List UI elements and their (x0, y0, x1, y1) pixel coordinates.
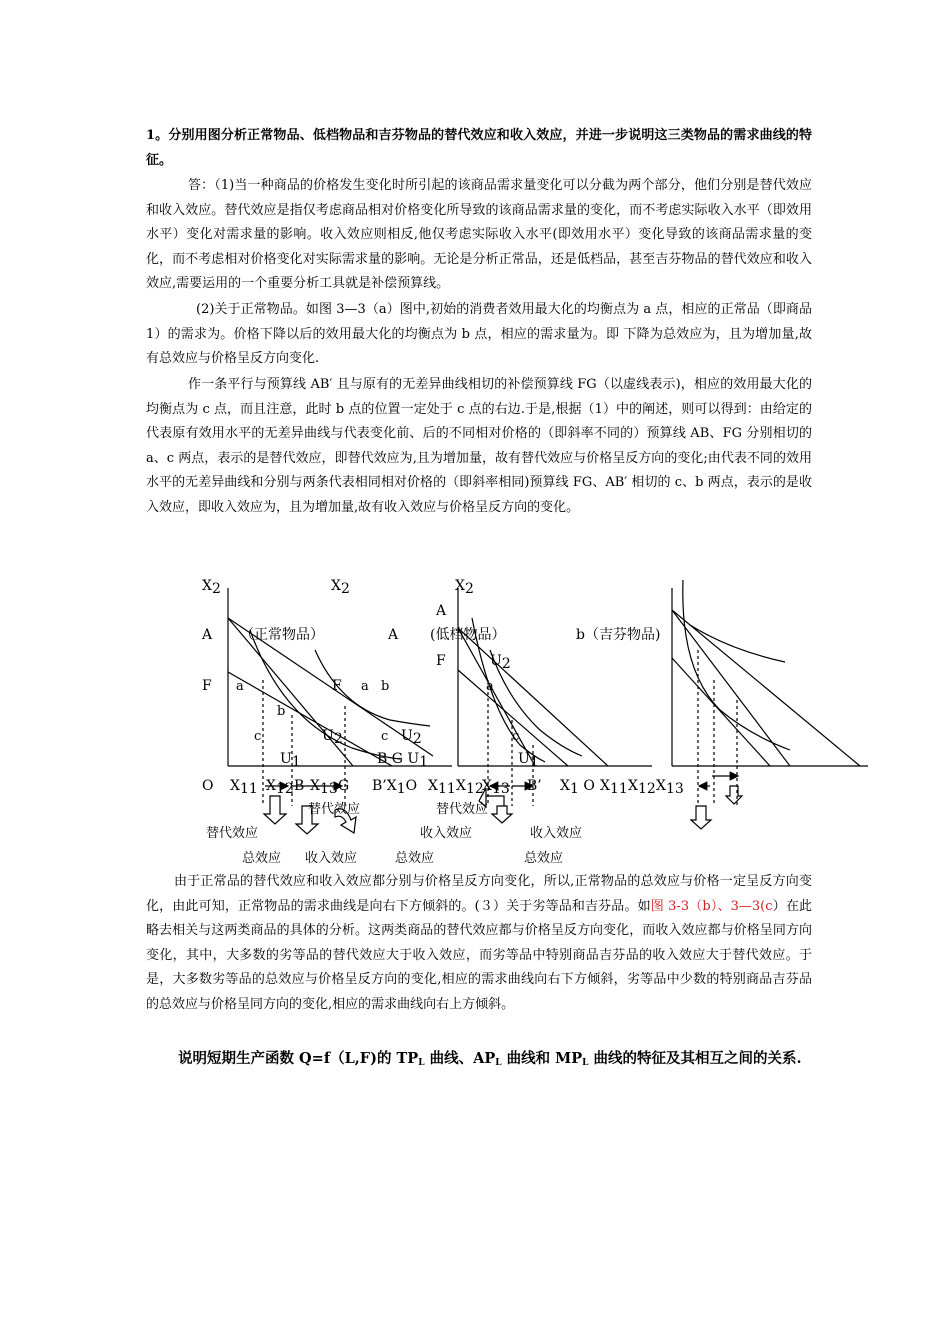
answer-paragraph-1: 答：（1)当一种商品的价格发生变化时所引起的该商品需求量变化可以分截为两个部分，他们分别是替代效应和收入效应。替代效应是指仅考虑商品相对价格变化所导致的该商品需求量的变化，而不考虑实际收入水平（即效用水平）变化对需求量的影响。收入效应则相反,他仅考虑实际收入水平(即效用水平）变化导致的该商品需求量的变化，而不考虑相对价格变化对实际需求量的影响。无论是分析正常品，还是低档品，甚至吉芬物品的替代效应和收入效应,需要运用的一个重要分析工具就是补偿预算线。 (146, 178, 812, 291)
label-G-a: G (338, 778, 350, 794)
label-income-effect-2: 收入效应 (530, 826, 583, 841)
label-F-a: F (202, 678, 212, 694)
label-c-b: c (512, 729, 520, 744)
label-total-effect-3: 总效应 (524, 851, 564, 866)
label-b-mid: b (381, 679, 390, 694)
answer-paragraph-2: (2)关于正常物品。如图 3—3（a）图中,初始的消费者效用最大化的均衡点为 a 点，相应的正常品（即商品 1）的需求为。价格下降以后的效用最大化的均衡点为 b 点，相应的需求量为。即 下降为总效应为，且为增加量,故有总效应与价格呈反方向变化. (146, 302, 812, 366)
label-substitution-effect-1: 替代效应 (308, 802, 361, 817)
answer-paragraph-4-part-b: ）在此略去相关与这两类商品的具体的分析。这两类商品的替代效应都与价格呈反方向变化，而收入效应都与价格呈同方向变化，其中，大多数的劣等品的替代效应大于收入效应，而劣等品中特别商品吉芬品的收入效应大于替代效应。于是，大多数劣等品的总效应与价格呈反方向的变化,相应的需求曲线向右下方倾斜，劣等品中少数的特别商品吉芬品的总效应与价格呈同方向的变化,相应的需求曲线向右上方倾斜。 (146, 898, 812, 1012)
label-a-mid: a (361, 679, 369, 694)
label-X1-O: X1 O (560, 778, 595, 797)
label-a-b: a (486, 679, 494, 694)
label-x12-a: X12 (266, 778, 294, 797)
figure-reference-link: 图 3-3（b）、3—3(c (650, 898, 773, 914)
label-x11-c: X11 (600, 778, 628, 797)
label-A-mid: A (388, 627, 399, 643)
ap-subscript: L (495, 1058, 502, 1068)
label-normal-goods: （正常物品） (240, 627, 324, 643)
label-b-a: b (277, 704, 286, 719)
label-U1-b: U1 (518, 751, 539, 770)
label-c-a: c (254, 729, 262, 744)
panel-normal-goods (228, 588, 452, 834)
label-x11-a: X11 (230, 778, 258, 797)
label-U2-mid: U2 (401, 728, 422, 747)
label-U1-a: U1 (280, 751, 301, 770)
label-Bp-X1-O: B’X1O (372, 778, 418, 797)
label-x2-c: X2 (455, 578, 474, 597)
label-a-a: a (236, 679, 244, 694)
label-B-a: B (294, 778, 305, 794)
label-income-effect-3: 收入效应 (305, 851, 358, 866)
label-c-mid: c (381, 729, 389, 744)
question-2-part-3: 曲线和 MP (501, 1050, 583, 1067)
question-2-part-4: 曲线的特征及其相互之间的关系. (588, 1050, 802, 1067)
label-x13-b: X13 (482, 778, 510, 797)
label-substitution-effect-3: 替代效应 (206, 826, 259, 841)
label-U2-b: U2 (490, 653, 511, 672)
label-x11-b: X11 (428, 778, 456, 797)
label-x2-b: X2 (331, 578, 350, 597)
question-2-part-2: 曲线、AP (424, 1050, 496, 1067)
mp-subscript: L (582, 1058, 589, 1068)
answer-paragraph-4-part-a: 由于正常品的替代效应和收入效应都分别与价格呈反方向变化，所以,正常物品的总效应与价格一定呈反方向变化，由此可知，正常物品的需求曲线是向右下方倾斜的。(３）关于劣等品和吉芬品。如 (146, 874, 812, 914)
label-Bp-b: B’ (527, 778, 542, 794)
label-A-a: A (202, 627, 213, 643)
effects-diagram (190, 570, 890, 870)
label-BG-U1: B G U1 (377, 751, 429, 770)
label-giffen-goods: b（吉芬物品) (576, 627, 661, 643)
question-1: 1。分别用图分析正常物品、低档物品和吉芬物品的替代效应和收入效应，并进一步说明这三类物品的需求曲线的特征。 (146, 128, 812, 168)
label-x12-b: X12 (456, 778, 484, 797)
answer-paragraph-3: 作一条平行与预算线 AB′ 且与原有的无差异曲线相切的补偿预算线 FG（以虚线表示)，相应的效用最大化的均衡点为 c 点，而且注意，此时 b 点的位置一定处于 c 点的右边.于是,根据（1）中的阐述，则可以得到：由给定的代表原有效用水平的无差异曲线与代表变化前、后的不同相对价格的（即斜率不同的）预算线 AB、FG 分别相切的 a、c 两点，表示的是替代效应，即替代效应为,且为增加量，故有替代效应与价格呈反方向的变化;由代表不同的效用水平的无差异曲线和分别与两条代表相同相对价格的（即斜率相同)预算线 FG、AB′ 相切的 c、b 两点，表示的是收入效应，即收入效应为，且为增加量,故有收入效应与价格呈反方向的变化。 (146, 377, 812, 515)
label-F-b: F (436, 653, 446, 669)
label-substitution-effect-2: 替代效应 (436, 802, 489, 817)
label-total-effect-1: 总效应 (242, 851, 282, 866)
label-x12-c: X12 (628, 778, 656, 797)
question-2 (146, 1046, 812, 1071)
label-x2-a: X2 (202, 578, 221, 597)
label-total-effect-2: 总效应 (395, 851, 435, 866)
label-F-mid: F (332, 678, 342, 694)
label-U2-a: U2 (322, 728, 343, 747)
label-A-b: A (436, 603, 447, 619)
panel-giffen-goods (672, 580, 868, 829)
question-2-part-1: 说明短期生产函数 Q=f（L,F)的 TP (178, 1050, 419, 1067)
label-x13-c: X13 (656, 778, 684, 797)
label-income-effect-1: 收入效应 (420, 826, 473, 841)
label-inferior-goods: (低档物品） (430, 627, 506, 643)
answer-paragraph-4 (146, 870, 812, 1017)
label-x13-a: X13 (310, 778, 338, 797)
tp-subscript: L (418, 1058, 425, 1068)
label-O-a: O (202, 778, 214, 794)
